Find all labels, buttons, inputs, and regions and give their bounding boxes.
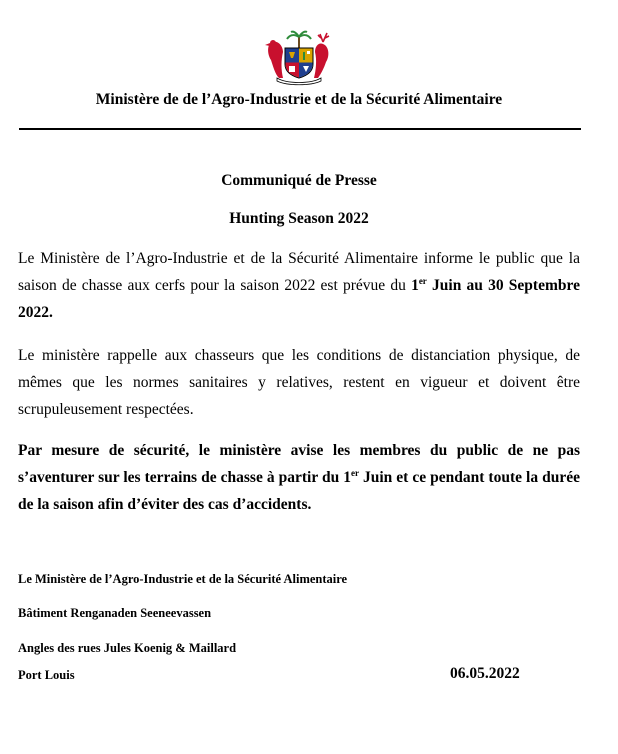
hunting-season-title: Hunting Season 2022 <box>229 210 369 227</box>
motto-ribbon-icon <box>277 78 321 85</box>
footer-building: Bâtiment Renganaden Seeneevassen <box>18 606 212 620</box>
start-day: 1 <box>411 277 419 294</box>
announcement-paragraph <box>18 245 580 326</box>
release-date: 06.05.2022 <box>450 665 520 682</box>
safety-reminder-paragraph: Le ministère rappelle aux chasseurs que les conditions de distanciation physique, de mêmes que les normes sanitaires y relatives, restent en vigueur et doivent être scrupuleusement respectées. <box>18 347 580 418</box>
announcement-text: Le Ministère de l’Agro-Industrie et de la Sécurité Alimentaire informe le public que la saison de chasse aux cerfs pour la saison 2022 est prévue du <box>18 250 580 294</box>
press-release-title: Communiqué de Presse <box>221 172 377 189</box>
header-divider <box>19 128 581 130</box>
warning-text-end: Juin et ce pendant toute la durée de la saison afin d’éviter des cas d’accidents. <box>18 469 580 513</box>
public-warning-paragraph <box>18 437 580 518</box>
deer-supporter-icon <box>314 33 329 78</box>
footer-street: Angles des rues Jules Koenig & Maillard <box>18 641 237 655</box>
dodo-supporter-icon <box>265 40 283 78</box>
shield-icon <box>285 48 313 78</box>
start-day-suffix: er <box>418 276 427 286</box>
ministry-header: Ministère de de l’Agro-Industrie et de la Sécurité Alimentaire <box>95 91 503 108</box>
coat-of-arms-icon <box>263 30 335 86</box>
footer-ministry-name: Le Ministère de l’Agro-Industrie et de la Sécurité Alimentaire <box>18 572 348 586</box>
palm-tree-icon <box>287 32 311 48</box>
warning-day-suffix: er <box>350 468 359 478</box>
warning-text-start: Par mesure de sécurité, le ministère avise les membres du public de ne pas s’aventurer sur les terrains de chasse à partir du 1 <box>18 442 580 486</box>
footer-city: Port Louis <box>18 668 75 682</box>
season-dates: Juin au 30 Septembre 2022. <box>18 277 580 321</box>
